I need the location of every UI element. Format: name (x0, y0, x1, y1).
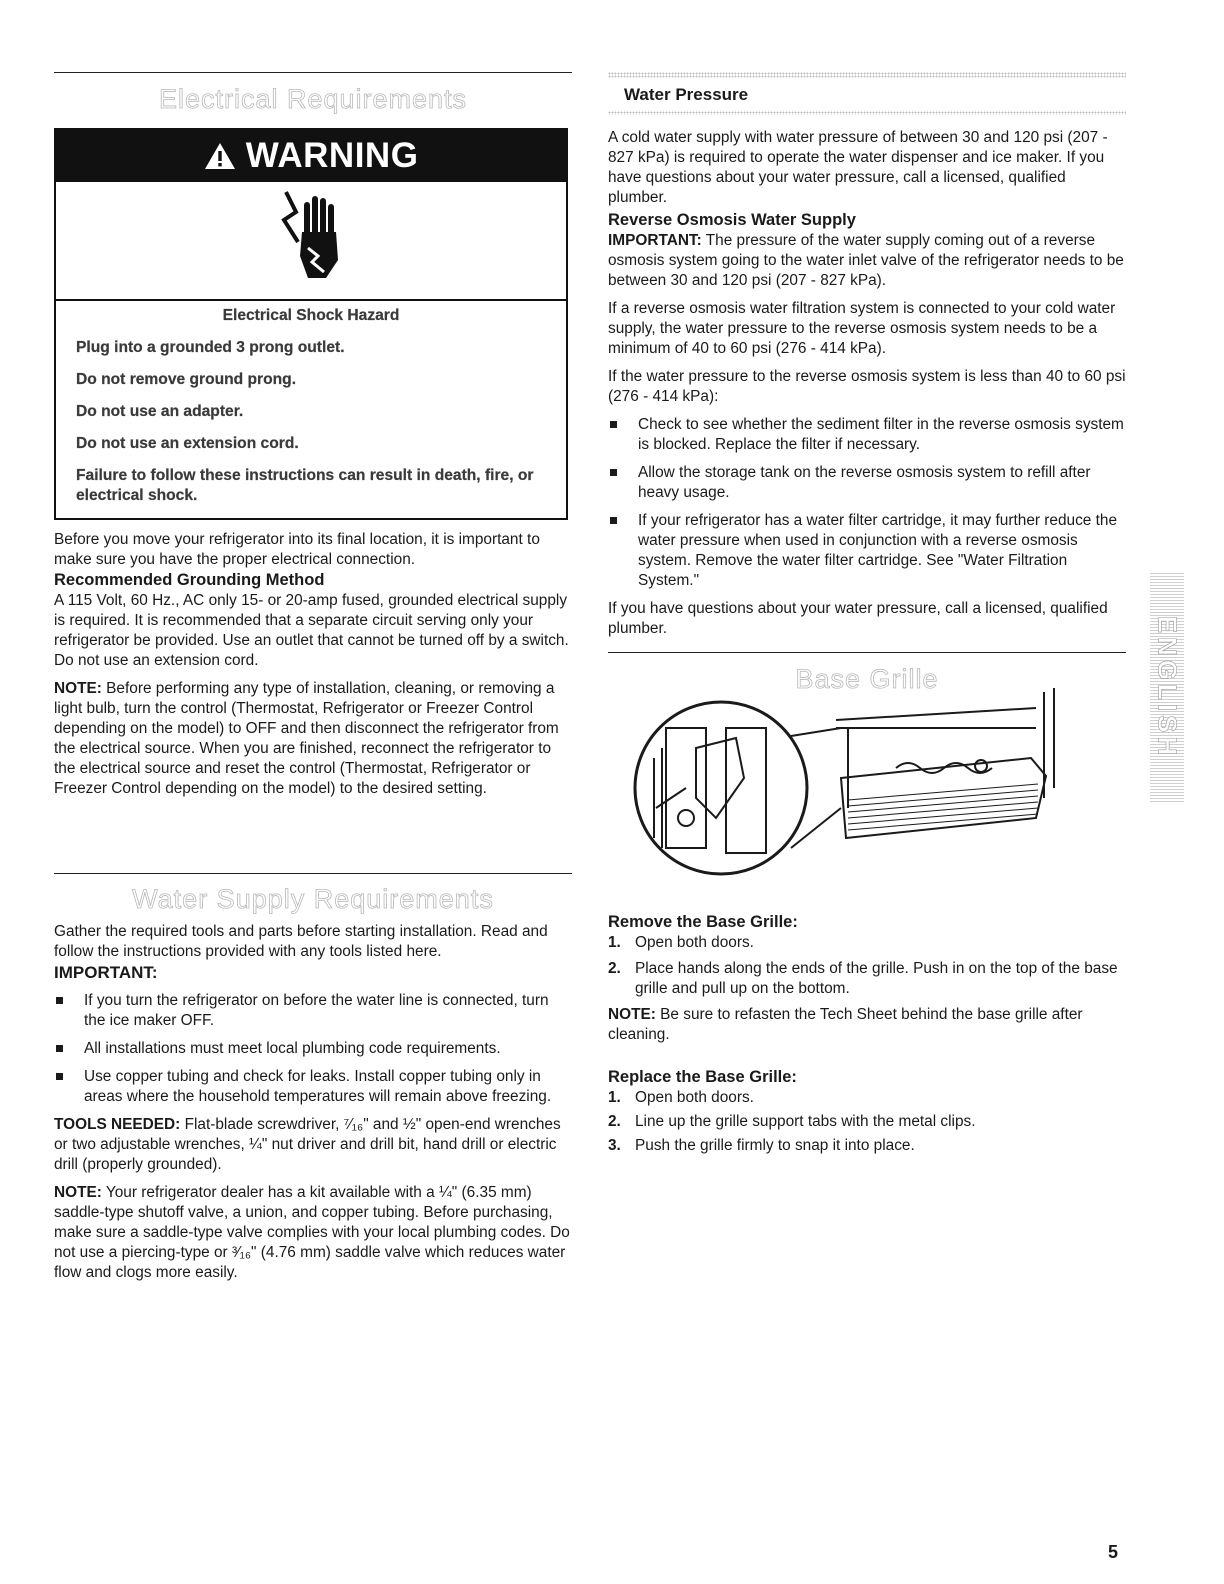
ro-paragraph: If a reverse osmosis water filtration system is connected to your cold water supply, the water pressure to the reverse osmosis system needs to be a minimum of 40 to 60 psi (276 - 414 kPa). (608, 300, 1116, 357)
list-item: All installations must meet local plumbing code requirements. (54, 1039, 572, 1059)
base-grille-illustration (626, 688, 1066, 888)
list-item: Use copper tubing and check for leaks. Install copper tubing only in areas where the household temperatures will remain above freezing. (54, 1067, 572, 1107)
ro-closing: If you have questions about your water pressure, call a licensed, qualified plumber. (608, 600, 1108, 637)
page-number: 5 (1107, 1542, 1118, 1562)
warning-header (56, 130, 566, 182)
top-rule-left (54, 72, 572, 73)
grounding-heading: Recommended Grounding Method (54, 571, 325, 589)
tools-text: Flat-blade screwdriver, ⁷⁄₁₆" and ½" open-end wrenches or two adjustable wrenches, ¼" nut driver and drill bit, hand drill or electric drill (properly grounded). (54, 1116, 561, 1173)
tools-needed (54, 1115, 572, 1175)
warning-icon-area (56, 182, 566, 301)
step-item: 3. Push the grille firmly to snap it into place. (608, 1137, 915, 1154)
list-item: Allow the storage tank on the reverse osmosis system to refill after heavy usage. (608, 463, 1126, 503)
side-tab-label: ENGLISH (1152, 615, 1183, 760)
important-heading: IMPORTANT: (54, 963, 158, 982)
language-side-tab (1150, 572, 1184, 802)
electrical-requirements-title: Electrical Requirements (158, 84, 468, 114)
step-number: 1. (608, 1089, 621, 1106)
list-item: Check to see whether the sediment filter in the reverse osmosis system is blocked. Replace the filter if necessary. (608, 415, 1126, 455)
step-number: 3. (608, 1137, 621, 1154)
ro-heading: Reverse Osmosis Water Supply (608, 211, 856, 229)
water-supply-title: Water Supply Requirements (132, 884, 494, 914)
remove-heading: Remove the Base Grille: (608, 913, 798, 931)
electrical-note (54, 679, 572, 799)
warning-box (54, 128, 568, 520)
dealer-kit-note (54, 1183, 572, 1283)
warning-header-text: WARNING (245, 136, 419, 175)
warning-triangle-icon (204, 136, 246, 175)
step-number: 1. (608, 934, 621, 951)
note-text: Your refrigerator dealer has a kit available with a ¼" (6.35 mm) saddle-type shutoff valve, a union, and copper tubing. Before purchasing, make sure a saddle-type valve complies with your local plumbing codes. Do not use a piercing-type or ³⁄₁₆" (4.76 mm) saddle valve which reduces water flow and clogs more easily. (54, 1184, 570, 1281)
water-intro: Gather the required tools and parts before starting installation. Read and follow the instructions provided with any tools listed here. (54, 923, 548, 960)
note-text: Be sure to refasten the Tech Sheet behind the base grille after cleaning. (608, 1006, 1083, 1043)
water-supply-rule (54, 873, 572, 874)
step-number: 2. (608, 960, 621, 977)
warning-hazard: Electrical Shock Hazard (222, 307, 400, 324)
pressure-text: A cold water supply with water pressure of between 30 and 120 psi (207 - 827 kPa) is required to operate the water dispenser and ice maker. If you have questions about your water pressure, call a licensed, qualified plumber. (608, 129, 1108, 206)
warning-body (76, 306, 546, 506)
grille-note (608, 1005, 1126, 1045)
list-item: If your refrigerator has a water filter cartridge, it may further reduce the water pressure when used in conjunction with a reverse osmosis system. Remove the water filter cartridge. See "Water Filtration System." (608, 511, 1126, 591)
dotted-band-top (608, 72, 1126, 78)
water-pressure-body (608, 128, 1126, 639)
step-item: 2. Line up the grille support tabs with the metal clips. (608, 1113, 976, 1130)
base-grille-title: Base Grille (795, 664, 939, 694)
warning-line: Do not use an adapter. (76, 403, 244, 420)
remove-steps (608, 933, 1126, 999)
tools-label: TOOLS NEEDED: (54, 1116, 181, 1133)
electrical-intro: Before you move your refrigerator into its final location, it is important to make sure you have the proper electrical connection. (54, 531, 540, 568)
electrical-section (54, 530, 572, 799)
ro-paragraph: If the water pressure to the reverse osmosis system is less than 40 to 60 psi (276 - 414 kPa): (608, 368, 1126, 405)
important-list (54, 991, 572, 1107)
note-label: NOTE: (54, 680, 102, 697)
ro-important (608, 231, 1126, 291)
dotted-band-bottom (608, 111, 1126, 115)
important-label: IMPORTANT: (608, 232, 702, 249)
note-label: NOTE: (54, 1184, 102, 1201)
ro-list (608, 415, 1126, 591)
water-pressure-section (608, 84, 1126, 105)
warning-line: Do not use an extension cord. (76, 435, 299, 452)
step-item: 2. Place hands along the ends of the grille. Push in on the top of the base grille and pull up on the bottom. (608, 960, 1118, 997)
replace-steps (608, 1088, 1126, 1156)
warning-line: Do not remove ground prong. (76, 371, 297, 388)
electrical-shock-hand-icon (278, 190, 348, 290)
note-text: Before performing any type of installation, cleaning, or removing a light bulb, turn the control (Thermostat, Refrigerator or Freezer Control depending on the model) to OFF and then disconnect the refrigerator from the electrical source. When you are finished, reconnect the refrigerator to the electrical source and reset the control (Thermostat, Refrigerator or Freezer Control depending on the model) to the desired setting. (54, 680, 559, 797)
water-pressure-heading: Water Pressure (624, 85, 749, 104)
step-number: 2. (608, 1113, 621, 1130)
replace-heading: Replace the Base Grille: (608, 1068, 797, 1086)
note-label: NOTE: (608, 1006, 656, 1023)
ro-important-text: The pressure of the water supply coming out of a reverse osmosis system going to the water inlet valve of the refrigerator needs to be between 30 and 120 psi (207 - 827 kPa). (608, 232, 1124, 289)
step-item: 1. Open both doors. (608, 934, 754, 951)
step-item: 1. Open both doors. (608, 1089, 754, 1106)
grounding-text: A 115 Volt, 60 Hz., AC only 15- or 20-amp fused, grounded electrical supply is required. It is recommended that a separate circuit serving only your refrigerator be provided. Use an outlet that cannot be turned off by a switch. Do not use an extension cord. (54, 592, 569, 669)
list-item: If you turn the refrigerator on before the water line is connected, turn the ice maker OFF. (54, 991, 572, 1031)
water-supply-section (54, 922, 572, 1283)
warning-line: Failure to follow these instructions can result in death, fire, or electrical shock. (76, 467, 534, 504)
warning-line: Plug into a grounded 3 prong outlet. (76, 339, 345, 356)
grille-instructions (608, 912, 1126, 1156)
base-grille-rule (608, 652, 1126, 653)
